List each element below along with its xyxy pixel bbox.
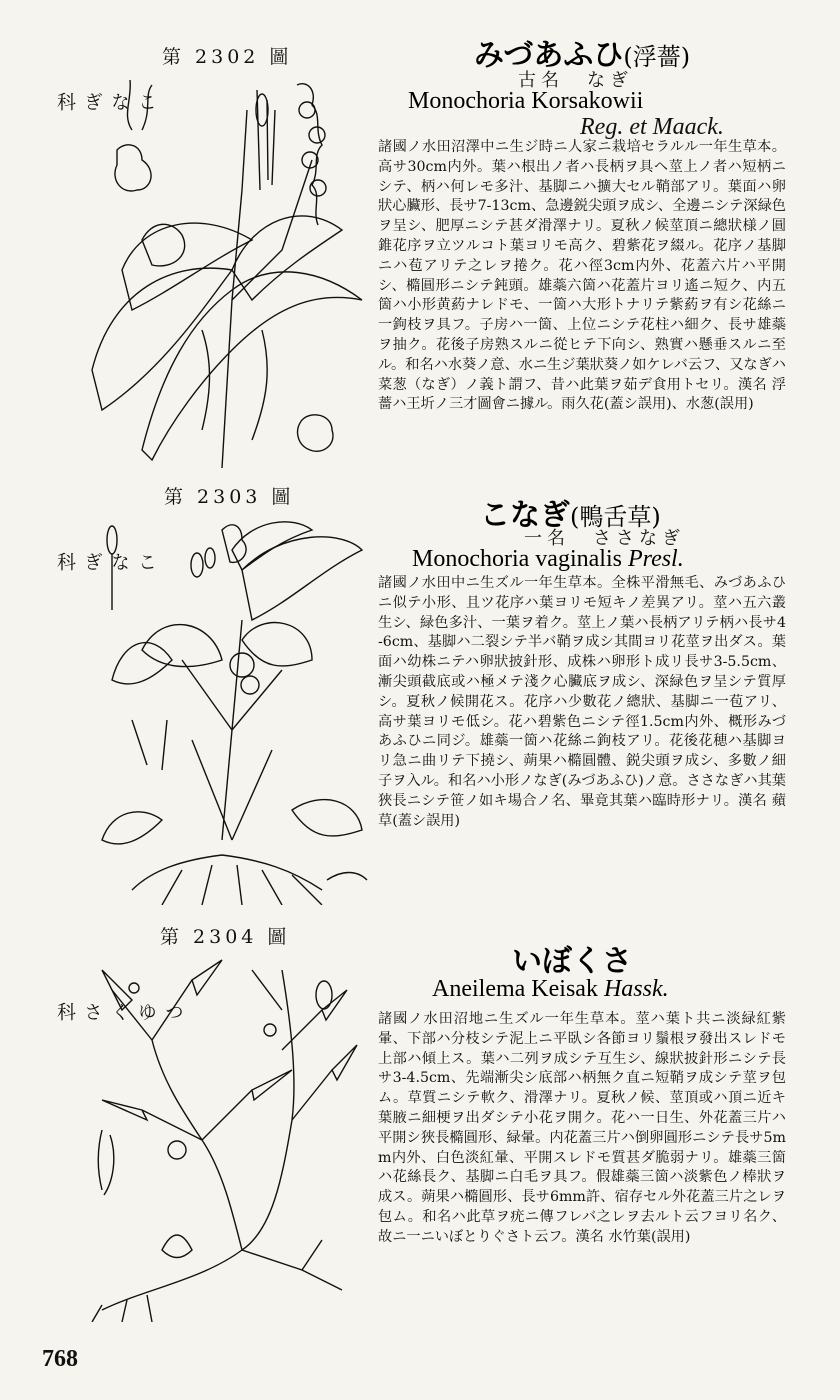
scientific-name-genus-species: Aneilema Keisak: [432, 976, 598, 1002]
family-label: こなぎ科: [54, 552, 157, 575]
alternate-name: 一名 ささなぎ: [524, 528, 685, 549]
alternate-name: 古名 なぎ: [518, 70, 633, 91]
family-label: つゆくさ科: [54, 1002, 184, 1025]
monochoria-vaginalis-illustration: [92, 510, 374, 905]
monochoria-korsakowii-illustration: [82, 70, 372, 468]
page-number: 768: [42, 1346, 78, 1372]
scientific-name-genus-species: Monochoria vaginalis: [412, 546, 622, 572]
aneilema-keisak-illustration: [82, 950, 364, 1322]
family-label: こなぎ科: [54, 92, 157, 115]
scientific-author: Hassk.: [603, 976, 669, 1002]
scientific-name: Monochoria Korsakowii: [408, 88, 644, 114]
title-kana: いぼくさ: [512, 944, 632, 979]
title-kanji: (浮薔): [623, 43, 691, 71]
scientific-author: Reg. et Maack.: [580, 114, 724, 140]
scientific-author: Presl.: [627, 546, 684, 572]
figure-number: 第 2303 圖: [164, 486, 295, 508]
scientific-name: [412, 546, 684, 573]
entry-description: 諸國ノ水田中ニ生ズル一年生草本。全株平滑無毛、みづあふひニ似テ小形、且ツ花序ハ葉ヨリモ短キノ差異アリ。莖ハ五六叢生シ、緑色多汁、一葉ヲ着ク。莖上ノ葉ハ長柄アリテ柄ハ長サ4-6cm、基脚ハ二裂シテ半バ鞘ヲ成シ其間ヨリ花莖ヲ出ダス。葉面ハ幼株ニテハ卵狀披針形、成株ハ卵形ト成リ長サ3-5.5cm、漸尖頭截底或ハ極メテ淺ク心臟底ヲ成シ、深緑色ヲ呈シテ質厚シ。夏秋ノ候開花ス。花序ハ少數花ノ總狀、基脚ニ一苞アリ、高サ葉ヨリモ低シ。花ハ碧紫色ニシテ徑1.5cm内外、概形みづあふひニ同ジ。雄蘂一箇ハ花絲ニ鉤枝アリ。花後花穂ハ基脚ヨリ急ニ曲リテ下撓シ、蒴果ハ橢圓體、鋭尖頭ヲ成シ、多數ノ細子ヲ入ル。和名ハ小形ノなぎ(みづあふひ)ノ意。ささなぎハ其葉狹長ニシテ笹ノ如キ場合ノ名、畢竟其葉ハ臨時形ナリ。漢名 蘋草(蓋シ誤用): [378, 575, 786, 829]
entry-title: [512, 936, 632, 980]
figure-number: 第 2302 圖: [162, 46, 293, 68]
title-kanji: (鴨舌草): [570, 503, 661, 531]
title-kana: みづあふひ: [474, 38, 624, 73]
entry-description: 諸國ノ水田沼地ニ生ズル一年生草本。莖ハ葉ト共ニ淡緑紅紫暈、下部ハ分枝シテ泥上ニ平臥シ各節ヨリ鬚根ヲ發出スレドモ上部ハ傾上ス。葉ハ二列ヲ成シテ互生シ、線狀披針形ニシテ長サ3-4.5cm、先端漸尖シ底部ハ柄無ク直ニ短鞘ヲ成シテ莖ヲ包ム。草質ニシテ軟ク、滑澤ナリ。夏秋ノ候、莖頂或ハ頂ニ近キ葉腋ニ細梗ヲ出ダシテ小花ヲ開ク。花ハ一日生、外花蓋三片ハ平開シ狹長橢圓形、緑暈。内花蓋三片ハ倒卵圓形ニシテ長サ5mm内外、白色淡紅暈、平開スレドモ質甚ダ脆弱ナリ。雄蘂三箇ハ花絲長ク、基脚ニ白毛ヲ具フ。假雄蘂三箇ハ淡紫色ノ棒狀ヲ成ス。蒴果ハ橢圓形、長サ6mm許、宿存セル外花蓋三片之レヲ包ム。和名ハ此草ヲ疣ニ傳フレバ之レヲ去ルト云フヨリ名ク、故ニ一ニいぼとりぐさト云フ。漢名 水竹葉(誤用): [378, 1011, 786, 1245]
figure-number: 第 2304 圖: [160, 926, 291, 948]
scientific-name: [432, 976, 669, 1003]
entry-description: 諸國ノ水田沼澤中ニ生ジ時ニ人家ニ栽培セラルル一年生草本。高サ30cm内外。葉ハ根出ノ者ハ長柄ヲ具ヘ莖上ノ者ハ短柄ニシテ、柄ハ何レモ多汁、基脚ニハ擴大セル鞘部アリ。葉面ハ卵狀心臟形、長サ7-13cm、急邊鋭尖頭ヲ成シ、全邊ニシテ深緑色ヲ呈シ、肥厚ニシテ甚ダ滑澤ナリ。夏秋ノ候莖頂ニ總狀様ノ圓錐花序ヲ立ツルコト葉ヨリモ高ク、碧紫花ヲ綴ル。花序ノ基脚ニハ苞アリテ之レヲ捲ク。花ハ徑3cm内外、花蓋六片ハ平開シ、橢圓形ニシテ鈍頭。雄蘂六箇ハ花蓋片ヨリ遙ニ短ク、内五箇ハ小形黄葯ナレドモ、一箇ハ大形トナリテ紫葯ヲ有シ花絲ニ一鉤枝ヲ具フ。子房ハ一箇、上位ニシテ花柱ハ細ク、長サ雄蘂ヲ抽ク。花後子房熟スルニ從ヒテ下向シ、熟實ハ懸垂スルニ至ル。和名ハ水葵ノ意、水ニ生ジ葉狀葵ノ如ケレバ云フ、又なぎハ菜葱（なぎ）ノ義ト謂フ、昔ハ此葉ヲ茹デ食用トセリ。漢名 浮薔ハ王圻ノ三才圖會ニ據ル。雨久花(蓋シ誤用)、水葱(誤用): [378, 139, 786, 413]
title-kana: こなぎ: [480, 498, 570, 533]
